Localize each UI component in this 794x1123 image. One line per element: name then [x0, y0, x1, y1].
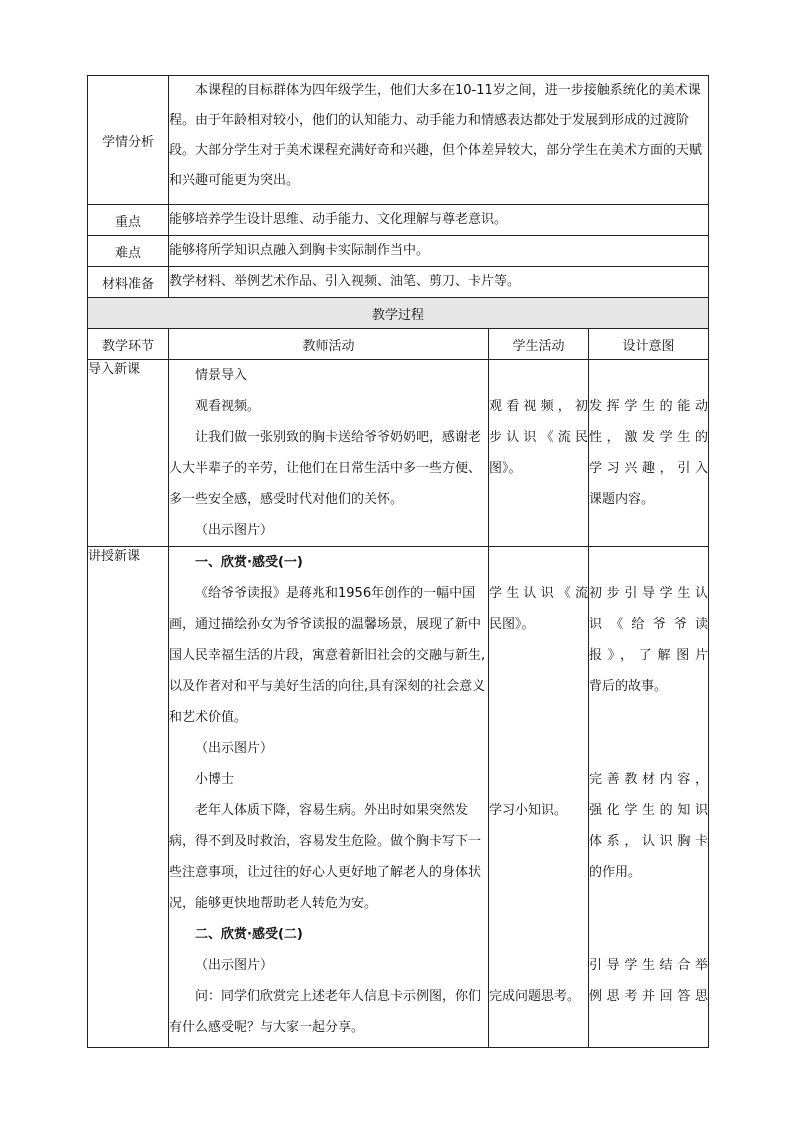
- lesson-teacher-heading-2: 二、欣赏·感受(二): [195, 927, 303, 942]
- row-key-points: [88, 205, 709, 236]
- intro-teacher-p3: 让我们做一张别致的胸卡送给爷爷奶奶吧，感谢老人大半辈子的辛劳，让他们在日常生活中多一些方便、多一些安全感，感受时代对他们的关怀。: [169, 430, 482, 507]
- lesson-intent-a4: 背后的故事。: [589, 679, 668, 694]
- lesson-teacher-p2: （出示图片）: [195, 741, 274, 756]
- situation-label: 学情分析: [88, 76, 169, 205]
- difficulty-text: 能够将所学知识点融入到胸卡实际制作当中。: [169, 236, 709, 267]
- intro-student-l2: 步认识《流民: [489, 430, 588, 445]
- lesson-intent-c1: 引导学生结合举: [589, 958, 709, 973]
- difficulty-label: 难点: [88, 236, 169, 267]
- intro-intent-l2: 性，激发学生的: [589, 430, 709, 445]
- lesson-teacher-p1: 《给爷爷读报》是蒋兆和1956年创作的一幅中国画，通过描绘孙女为爷爷读报的温馨场景，展现了新中国人民幸福生活的片段，寓意着新旧社会的交融与新生,以及作者对和平与美好生活的向往,具有深刻的社会意义和艺术价值。: [169, 586, 486, 725]
- lesson-intent-a1: 初步引导学生认: [589, 586, 709, 601]
- lesson-teacher-cell: [169, 547, 489, 1048]
- intro-teacher-cell: [169, 360, 489, 547]
- lesson-teacher-heading-1: 一、欣赏·感受(一): [195, 555, 303, 570]
- intro-intent-l3: 学习兴趣，引入: [589, 461, 709, 476]
- row-process-headers: [88, 329, 709, 360]
- lesson-intent-b3: 体系，认识胸卡: [589, 834, 709, 849]
- process-title: 教学过程: [88, 298, 709, 329]
- key-label: 重点: [88, 205, 169, 236]
- row-process-title: [88, 298, 709, 329]
- lesson-teacher-p4: 老年人体质下降，容易生病。外出时如果突然发病，得不到及时救治，容易发生危险。做个胸卡写下一些注意事项，让过往的好心人更好地了解老人的身体状况，能够更快地帮助老人转危为安。: [169, 803, 482, 911]
- lesson-intent-cell: [589, 547, 709, 1048]
- materials-text: 教学材料、举例艺术作品、引入视频、油笔、剪刀、卡片等。: [169, 267, 709, 298]
- situation-text-cell: [169, 76, 709, 205]
- header-intent: 设计意图: [589, 329, 709, 360]
- lesson-teacher-p5: （出示图片）: [195, 958, 274, 973]
- row-difficulty: [88, 236, 709, 267]
- lesson-intent-b4: 的作用。: [589, 865, 642, 880]
- header-teacher: 教师活动: [169, 329, 489, 360]
- intro-student-l1: 观看视频，初: [489, 399, 588, 414]
- lesson-teacher-p6: 问：同学们欣赏完上述老年人信息卡示例图，你们有什么感受呢？与大家一起分享。: [169, 989, 482, 1035]
- lesson-plan-table: [87, 75, 709, 1048]
- lesson-student-b1: 学习小知识。: [489, 803, 568, 818]
- row-new-lesson: [88, 547, 709, 1048]
- intro-intent-l4: 课题内容。: [589, 492, 655, 507]
- lesson-intent-b1: 完善教材内容，: [589, 772, 709, 787]
- intro-teacher-p2: 观看视频。: [195, 399, 261, 414]
- key-text: 能够培养学生设计思维、动手能力、文化理解与尊老意识。: [169, 205, 709, 236]
- lesson-student-cell: [489, 547, 589, 1048]
- intro-intent-cell: [589, 360, 709, 547]
- row-materials: [88, 267, 709, 298]
- row-situation-analysis: [88, 76, 709, 205]
- row-intro: [88, 360, 709, 547]
- lesson-intent-a2: 识《给爷爷读: [589, 617, 709, 632]
- intro-intent-l1: 发挥学生的能动: [589, 399, 709, 414]
- lesson-intent-c2: 例思考并回答思: [589, 989, 709, 1004]
- lesson-student-a1: 学生认识《流: [489, 586, 588, 601]
- lesson-student-c1: 完成问题思考。: [489, 989, 581, 1004]
- header-stage: 教学环节: [88, 329, 169, 360]
- lesson-student-a2: 民图》。: [489, 617, 535, 632]
- intro-student-l3: 图》。: [489, 461, 522, 476]
- materials-label: 材料准备: [88, 267, 169, 298]
- lesson-teacher-p3: 小博士: [195, 772, 235, 787]
- intro-student-cell: [489, 360, 589, 547]
- intro-teacher-p4: （出示图片）: [195, 523, 274, 538]
- lesson-stage: 讲授新课: [88, 547, 169, 1048]
- intro-teacher-p1: 情景导入: [195, 368, 248, 383]
- header-student: 学生活动: [489, 329, 589, 360]
- intro-stage: 导入新课: [88, 360, 169, 547]
- lesson-intent-b2: 强化学生的知识: [589, 803, 709, 818]
- lesson-intent-a3: 报》，了解图片: [589, 648, 709, 663]
- situation-text: 本课程的目标群体为四年级学生，他们大多在10-11岁之间，进一步接触系统化的美术课程。由于年龄相对较小，他们的认知能力、动手能力和情感表达都处于发展到形成的过渡阶段。大部分学生对于美术课程充满好奇和兴趣，但个体差异较大，部分学生在美术方面的天赋和兴趣可能更为突出。: [169, 83, 703, 188]
